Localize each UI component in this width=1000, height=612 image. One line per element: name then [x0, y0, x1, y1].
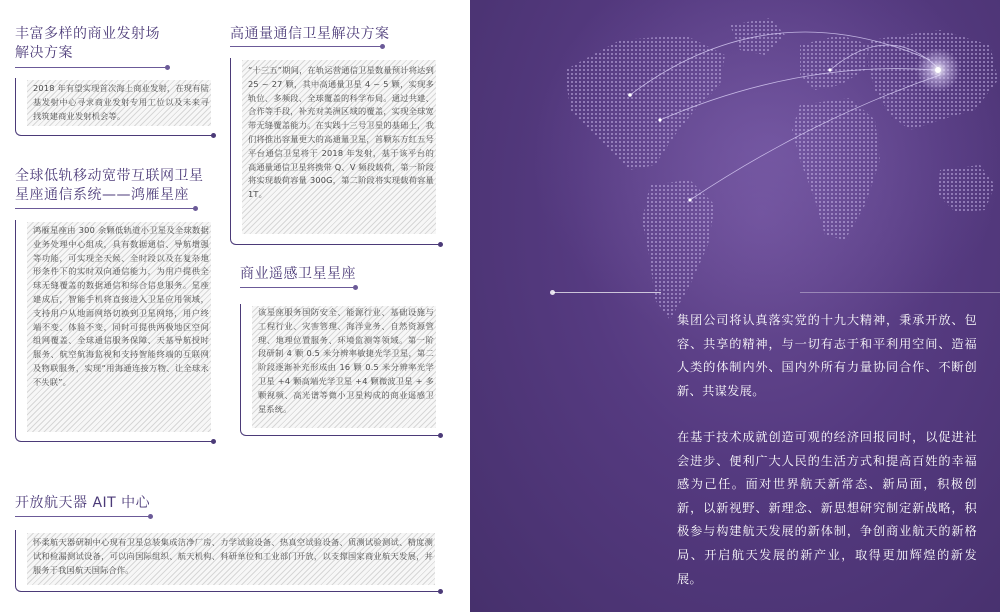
section5-title: 开放航天器 AIT 中心	[15, 495, 151, 511]
section5-bracket	[15, 530, 24, 592]
section4-title: 商业遥感卫星星座	[240, 266, 356, 282]
section3-title-line1: 全球低轨移动宽带互联网卫星	[15, 168, 204, 184]
section1-bracket	[15, 78, 24, 136]
world-globe-illustration	[470, 0, 1000, 360]
section2-title: 高通量通信卫星解决方案	[230, 26, 390, 42]
section4-underline	[240, 287, 355, 288]
section3-block	[15, 220, 213, 442]
section4-bracket	[240, 304, 249, 436]
section1-bottom-line	[23, 135, 213, 136]
section4-block	[240, 304, 440, 436]
section3-bottom-line	[23, 441, 213, 442]
left-page	[0, 0, 470, 612]
section2-bottom-line	[238, 244, 440, 245]
section5-body: 怀柔航天器研制中心现有卫星总装集成洁净厂房、力学试验设备、热真空试验设备、质测试验测试、精度测试和检漏测试设备，可以向国际组织、航天机构、科研单位和工业部门开放，以支撑国家商业航天发展，并服务于我国航天国际合作。	[33, 537, 433, 575]
section5-bottom-line	[23, 591, 440, 592]
section4-bottom-line	[248, 435, 440, 436]
section3-title-line2: 星座通信系统——鸿雁星座	[15, 187, 189, 203]
section1-block	[15, 78, 213, 136]
section5-block	[15, 530, 440, 592]
section2-block	[230, 58, 440, 245]
divider-rule-right	[800, 292, 1000, 293]
right-page	[470, 0, 1000, 612]
section3-body: 鸿雁星座由 300 余颗低轨道小卫星及全球数据业务处理中心组成，具有数据通信、导航增强等功能，可实现全天候、全时段以及在复杂地形条件下的实时双向通信能力，为用户提供全球无缝覆盖的数据通信和综合信息服务。星座建成后，智能手机将直接进入卫星应用领域，支持用户从地面网络切换到卫星网络，用户终端不变、体验不变，同时可提供两极地区空间组网覆盖、全球通信服务保障、天基导航授时服务、航空航海监视和支持智能终端的互联网及物联服务，实现“用海通连接万物、让全球永不失联”。	[33, 225, 209, 387]
right-paragraph-1: 集团公司将认真落实党的十九大精神，秉承开放、包容、共享的精神，与一切有志于和平利用空间、造福人类的体制内外、国内外所有力量协同合作、不断创新、共谋发展。	[677, 313, 977, 398]
section5-underline	[15, 516, 150, 517]
section1-title-line2: 解决方案	[15, 45, 73, 61]
section2-bracket	[230, 58, 239, 245]
section2-body: “十三五”期间，在轨运营通信卫星数量预计将达到 25 ~ 27 颗，其中高通量卫星 4 ~ 5 颗，实现多轨位、多频段、全球覆盖的科学布局。通过共建、合作等手段，补充对美洲区域的覆盖，实现全球宽带无缝覆盖能力。在实践十三号卫星的基础上，我们将推出容量更大的高通量卫星，首颗东方红五号平台通信卫星将于 2018 年发射，基于该平台的高通量通信卫星将携带 Q、V 频段载荷，第一阶段将实现载荷容量 300G，第二阶段将实现载荷容量 1T。	[248, 65, 434, 200]
section1-body: 2018 年有望实现首次海上商业发射，在现有陆基发射中心寻求商业发射专用工位以及未来寻找筑建商业发射机会等。	[33, 83, 209, 121]
section4-body: 该星座服务国防安全、能源行业、基础设施与工程行业、灾害管理、海洋业务、自然资源管理、地理位置服务、环境监测等领域。第一阶段研制 4 颗 0.5 米分辨率敏捷光学卫星，第二阶段逐渐补充形成由 16 颗 0.5 米分辨率光学卫星 +4 颗高端光学卫星 +4 颗微波卫星 + 多颗视频、高光谱等微小卫星构成的商业遥感卫星系统。	[258, 307, 434, 414]
section2-underline	[230, 46, 382, 47]
section1-title-line1: 丰富多样的商业发射场	[15, 26, 160, 42]
right-paragraph-2: 在基于技术成就创造可观的经济回报同时，以促进社会进步、便利广大人民的生活方式和提高百姓的幸福感为己任。面对世界航天新常态、新局面，积极创新，以新视野、新理念、新思想研究制定新战略，积极参与构建航天发展的新体制，争创商业航天的新格局、开启航天发展的新产业，取得更加辉煌的新发展。	[677, 430, 977, 586]
section3-bracket	[15, 220, 24, 442]
section3-underline	[15, 208, 195, 209]
divider-rule-left	[553, 292, 661, 293]
section3-title	[15, 167, 204, 205]
section1-underline	[15, 67, 167, 68]
section1-title	[15, 25, 160, 63]
